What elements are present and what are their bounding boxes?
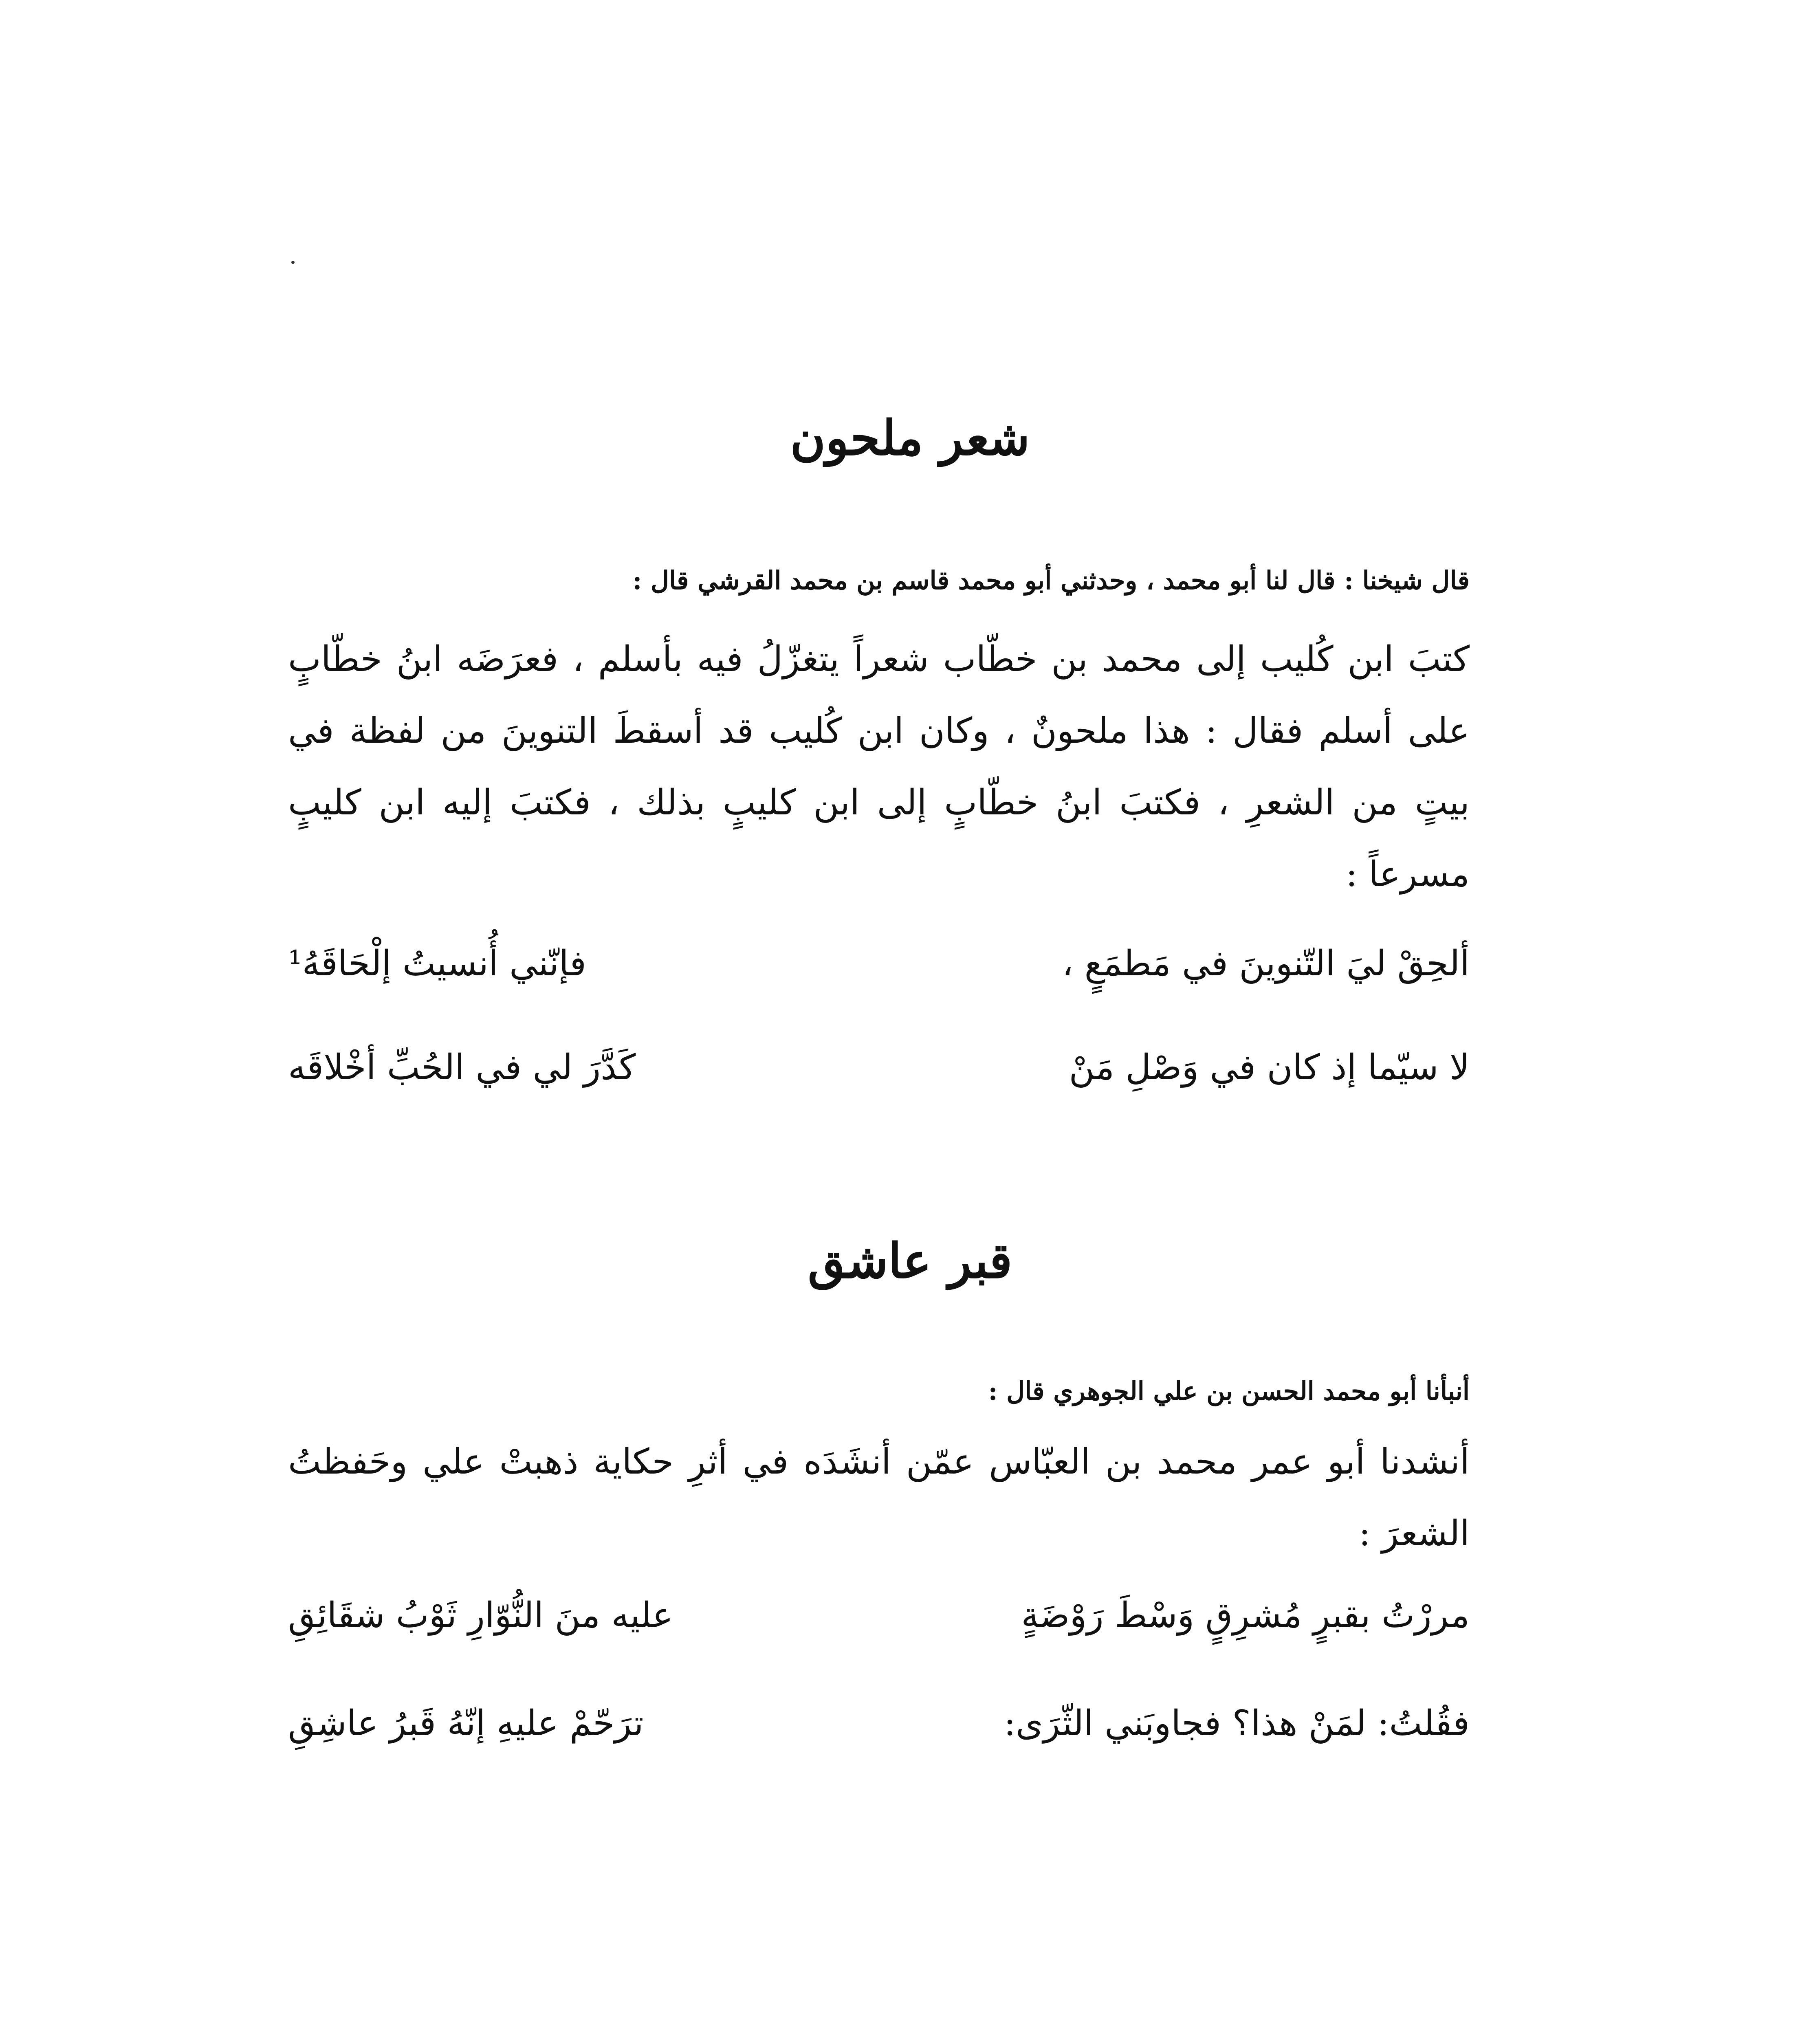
verse-second-hemistich: عليه منَ النُّوّارِ ثَوْبُ شقَائِقِ — [288, 1595, 673, 1636]
section-title-lover-grave: قبر عاشق — [808, 1232, 1012, 1289]
section-body-paragraph: أنشدنا أبو عمر محمد بن العبّاس عمّن أنشَدَه في أثرِ حكاية ذهبتْ علي وحَفظتُ الشعرَ : — [288, 1441, 1470, 1554]
poem-verse — [288, 1033, 1470, 1102]
section-body-paragraph: كتبَ ابن كُليب إلى محمد بن خطّاب شعراً يتغزّلُ فيه بأسلم ، فعرَضَه ابنُ خطّابٍ على أسلم فقال : هذا ملحونٌ ، وكان ابن كُليب قد أسقطَ التنوينَ من لفظة في بيتٍ من الشعرِ ، فكتبَ ابنُ خطّابٍ إلى ابن كليبٍ بذلك ، فكتبَ إليه ابن كليبٍ مسرعاً : — [288, 639, 1470, 895]
verse-first-hemistich: ألحِقْ ليَ التّنوينَ في مَطمَعٍ ، — [1062, 943, 1470, 984]
poem-verse — [288, 929, 1470, 998]
verse-second-hemistich: ترَحّمْ عليهِ إنّهُ قَبرُ عاشِقِ — [288, 1703, 644, 1744]
verse-second-hemistich: فإنّني أُنسيتُ إلْحَاقَهُ¹ — [288, 943, 587, 984]
poem-verse — [288, 1581, 1470, 1650]
poem-verse — [288, 1689, 1470, 1758]
verse-first-hemistich: لا سيّما إذ كان في وَصْلِ مَنْ — [1069, 1047, 1470, 1088]
section-intro-isnad: قال شيخنا : قال لنا أبو محمد ، وحدثني أبو محمد قاسم بن محمد القرشي قال : — [632, 565, 1470, 595]
verse-first-hemistich: مررْتُ بقبرٍ مُشرِقٍ وَسْطَ رَوْضَةٍ — [1021, 1595, 1470, 1636]
section-intro-isnad: أنبأنا أبو محمد الحسن بن علي الجوهري قال : — [988, 1376, 1470, 1406]
verse-first-hemistich: فقُلتُ: لمَنْ هذا؟ فجاوبَني الثّرَى: — [1004, 1703, 1470, 1744]
verse-second-hemistich: كَدَّرَ لي في الحُبِّ أخْلاقَه — [288, 1047, 636, 1088]
section-title-malhun: شعر ملحون — [790, 409, 1030, 466]
scan-speck — [291, 261, 295, 264]
